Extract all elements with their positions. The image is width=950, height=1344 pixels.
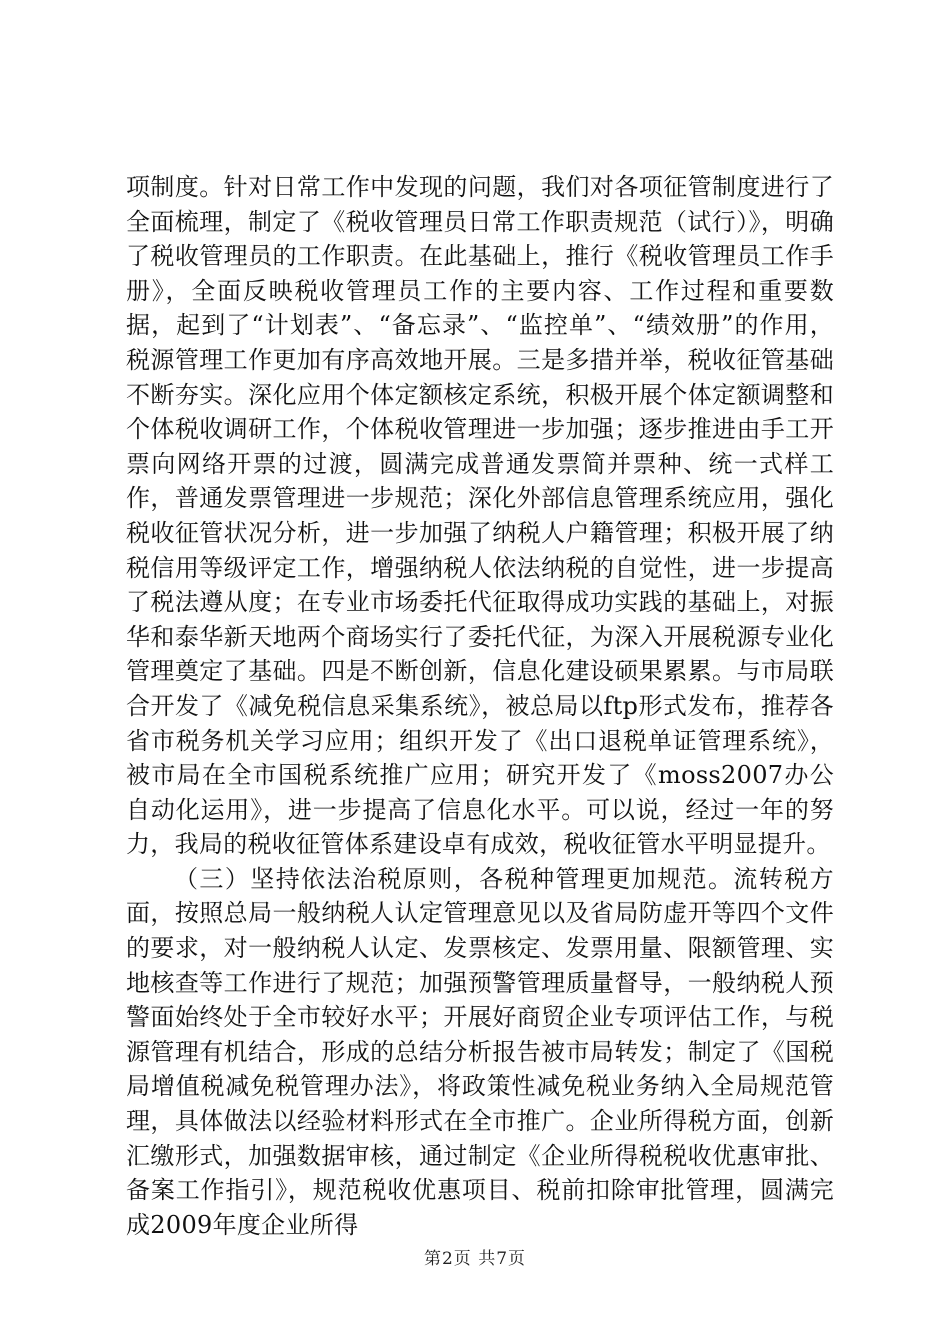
page-number-footer: 第2页 共7页 <box>423 1249 527 1269</box>
paragraph-section-three: （三）坚持依法治税原则，各税种管理更加规范。流转税方面，按照总局一般纳税人认定管理意见以及省局防虚开等四个文件的要求，对一般纳税人认定、发票核定、发票用量、限额管理、实地核查等工作进行了规范；加强预警管理质量督导，一般纳税人预警面始终处于全市较好水平；开展好商贸企业专项评估工作，与税源管理有机结合，形成的总结分析报告被市局转发；制定了《国税局增值税减免税管理办法》，将政策性减免税业务纳入全局规范管理，具体做法以经验材料形式在全市推广。企业所得税方面，创新汇缴形式，加强数据审核，通过制定《企业所得税税收优惠审批、备案工作指引》，规范税收优惠项目、税前扣除审批管理，圆满完成2009年度企业所得 <box>126 864 834 1239</box>
paragraph-continued: 项制度。针对日常工作中发现的问题，我们对各项征管制度进行了全面梳理，制定了《税收管理员日常工作职责规范（试行）》，明确了税收管理员的工作职责。在此基础上，推行《税收管理员工作手册》，全面反映税收管理员工作的主要内容、工作过程和重要数据，起到了“计划表”、“备忘录”、“监控单”、“绩效册”的作用，税源管理工作更加有序高效地开展。三是多措并举，税收征管基础不断夯实。深化应用个体定额核定系统，积极开展个体定额调整和个体税收调研工作，个体税收管理进一步加强；逐步推进由手工开票向网络开票的过渡，圆满完成普通发票简并票种、统一式样工作，普通发票管理进一步规范；深化外部信息管理系统应用，强化税收征管状况分析，进一步加强了纳税人户籍管理；积极开展了纳税信用等级评定工作，增强纳税人依法纳税的自觉性，进一步提高了税法遵从度；在专业市场委托代征取得成功实践的基础上，对振华和泰华新天地两个商场实行了委托代征，为深入开展税源专业化管理奠定了基础。四是不断创新，信息化建设硕果累累。与市局联合开发了《减免税信息采集系统》，被总局以ftp形式发布，推荐各省市税务机关学习应用；组织开发了《出口退税单证管理系统》，被市局在全市国税系统推广应用；研究开发了《moss2007办公自动化运用》，进一步提高了信息化水平。可以说，经过一年的努力，我局的税收征管体系建设卓有成效，税收征管水平明显提升。 <box>126 173 834 859</box>
document-body <box>126 170 834 1242</box>
